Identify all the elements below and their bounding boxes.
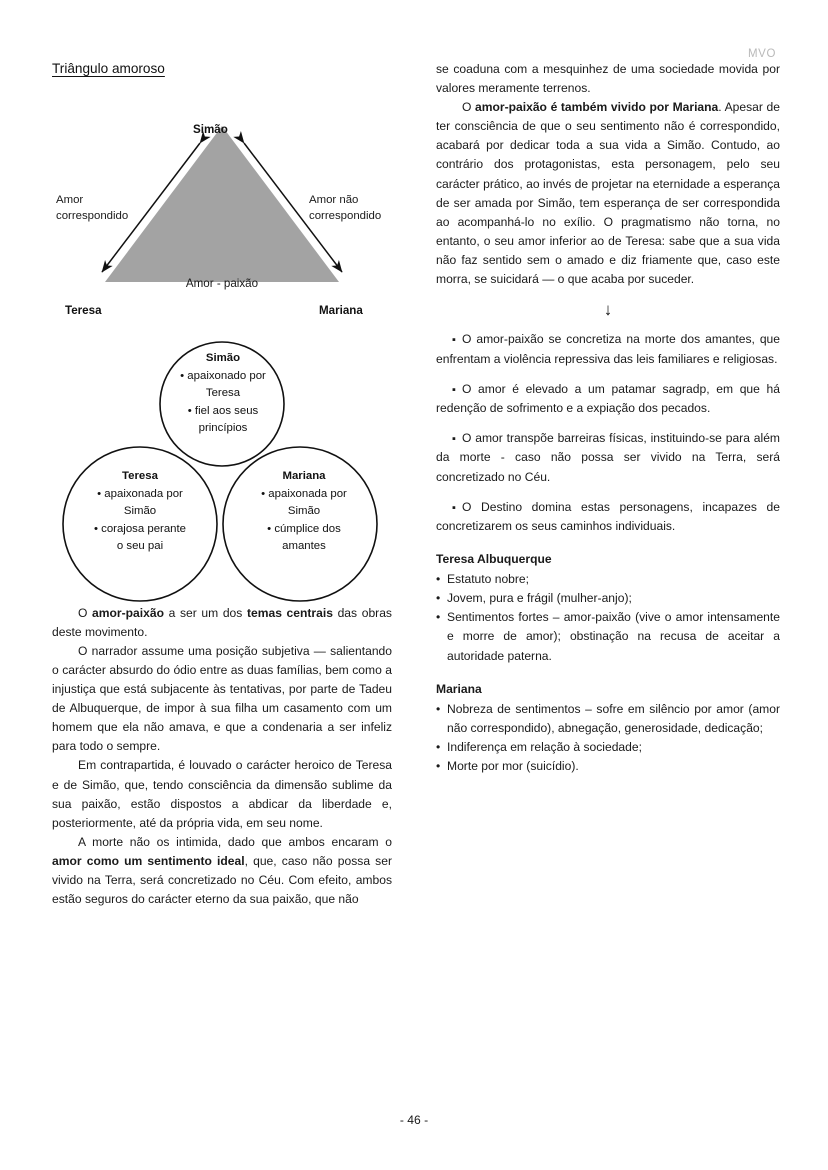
venn-mariana-name: Mariana: [282, 469, 326, 482]
character-block-mariana: [436, 680, 780, 776]
page-title: Triângulo amoroso: [52, 61, 165, 76]
right-paragraph-2: O amor-paixão é também vivido por Mariana. Apesar de ter consciência de que o seu sentimento não é correspondido, acabará por dedicar toda a sua vida a Simão. Contudo, ao contrário dos protagonistas, esta personagem, pelo seu carácter prático, ao invés de projetar na eternidade a esperança de ser amada por Simão, tem esperança de ser correspondida ao acompanhá-lo no exílio. O pragmatismo não torna, no entanto, o seu amor inferior ao de Teresa: sabe que a sua vida não faz sentido sem o amado e diz friamente que, caso este morra, se suicidará — o que acaba por suceder.: [436, 100, 780, 287]
list-item: [436, 498, 780, 536]
list-item: [436, 429, 780, 487]
character-title: Teresa Albuquerque: [436, 552, 552, 567]
down-arrow-icon: ↓: [603, 300, 613, 320]
list-item: [436, 608, 780, 665]
venn-mariana-item-1: • apaixonada por: [261, 488, 347, 500]
venn-simao-item-3: • fiel aos seus: [187, 404, 259, 417]
triangle-shape: [105, 126, 339, 282]
left-body-text: [52, 604, 392, 910]
left-side-line-1: Amor: [56, 193, 84, 206]
venn-mariana-item-3: • cúmplice dos: [267, 522, 341, 535]
bullet-text: O amor-paixão se concretiza na morte dos amantes, que enfrentam a violência repressiva das leis familiares e religiosas.: [436, 332, 780, 366]
page-number: - 46 -: [399, 1113, 429, 1127]
venn-simao-item-1: • apaixonado por: [180, 370, 266, 382]
watermark-mvo: MVO: [748, 48, 776, 60]
trait-text: • Morte por mor (suicídio).: [447, 759, 579, 774]
character-block-teresa: [436, 550, 780, 666]
paragraph-2: O narrador assume uma posição subjetiva — salientando o carácter absurdo do ódio entre as duas famílias, bem como a injustiça que está subjacente às tentativas, por parte de Tadeu de Albuquerque, de impor à sua filha um casamento com um homem que ela não amava, e que a condenaria a ser infeliz para todo o sempre.: [52, 643, 392, 754]
character-trait-list: [436, 700, 780, 776]
venn-simao-item-4: princípios: [198, 421, 248, 434]
list-item: [436, 700, 780, 738]
list-item: [436, 380, 780, 418]
square-bullet-icon: [436, 429, 462, 448]
triangle-right-side-label: [309, 192, 381, 225]
right-side-line-2: correspondido: [309, 210, 382, 223]
trait-text: • Indiferença em relação à sociedade;: [447, 739, 642, 754]
venn-simao-name: Simão: [205, 351, 241, 364]
list-item: [436, 738, 780, 757]
square-bullet-icon: [436, 330, 462, 349]
character-trait-list: [436, 570, 780, 665]
venn-teresa-item-2: Simão: [123, 505, 157, 518]
trait-text: • Sentimentos fortes – amor-paixão (vive o amor intensamente e morre de amor); obstinação na recusa de aceitar a autoridade paterna.: [447, 610, 780, 663]
venn-group-mariana: [224, 468, 384, 556]
bullet-text: O Destino domina estas personagens, incapazes de concretizarem os seus caminhos individuais.: [436, 499, 780, 533]
venn-teresa-item-4: o seu pai: [116, 539, 164, 552]
venn-teresa-item-1: • apaixonada por: [97, 488, 183, 500]
list-item: [436, 570, 780, 589]
venn-diagram: [52, 332, 392, 604]
venn-group-teresa: [60, 468, 220, 556]
bullet-text: O amor é elevado a um patamar sagradp, em que há redenção de sofrimento e a expiação dos pecados.: [436, 381, 780, 415]
square-bullet-icon: [436, 380, 462, 399]
trait-text: • Jovem, pura e frágil (mulher-anjo);: [447, 591, 632, 606]
square-bullet-icon: [436, 498, 462, 517]
venn-teresa-item-3: • corajosa perante: [93, 522, 186, 535]
triangle-apex-label: Simão: [193, 122, 228, 136]
triangle-left-side-label: [56, 192, 128, 225]
triangle-inner-label: Amor - paixão: [185, 276, 259, 290]
conclusion-bullet-list: [436, 330, 780, 536]
paragraph-4: A morte não os intimida, dado que ambos encaram o amor como um sentimento ideal, que, caso não possa ser vivido na Terra, será concretizado no Céu. Com efeito, ambos estão seguros do carácter eterno da sua paixão, que não: [52, 834, 392, 907]
left-column: [52, 60, 392, 909]
venn-mariana-item-4: amantes: [282, 539, 326, 552]
paragraph-1: O amor-paixão a ser um dos temas centrais das obras deste movimento.: [52, 605, 392, 639]
venn-group-simao: [148, 350, 298, 438]
venn-mariana-item-2: Simão: [287, 505, 321, 518]
list-item: [436, 330, 780, 368]
venn-teresa-name: Teresa: [122, 469, 158, 482]
right-paragraph-1: se coaduna com a mesquinhez de uma sociedade movida por valores meramente terrenos.: [436, 62, 780, 96]
list-item: [436, 757, 780, 776]
trait-text: • Estatuto nobre;: [447, 572, 530, 587]
list-item: [436, 589, 780, 608]
paragraph-3: Em contrapartida, é louvado o carácter heroico de Teresa e de Simão, que, tendo consciência da dimensão sublime da sua paixão, estão dispostos a abdicar da liberdade e, posteriormente, até da própria vida, em seu nome.: [52, 758, 392, 830]
triangle-left-vertex-label: Teresa: [65, 303, 102, 317]
trait-text: • Nobreza de sentimentos – sofre em silêncio por amor (amor não correspondido), abnegação, generosidade, dedicação;: [447, 701, 780, 735]
character-title: Mariana: [436, 681, 482, 696]
right-side-line-1: Amor não: [309, 193, 359, 206]
right-column: [436, 60, 780, 776]
love-triangle-diagram: [52, 86, 392, 326]
venn-simao-item-2: Teresa: [205, 387, 241, 400]
triangle-right-vertex-label: Mariana: [319, 303, 363, 317]
bullet-text: O amor transpõe barreiras físicas, instituindo-se para além da morte - caso não possa ser vivido na Terra, será concretizado no Céu.: [436, 431, 780, 484]
left-side-line-2: correspondido: [56, 210, 129, 223]
